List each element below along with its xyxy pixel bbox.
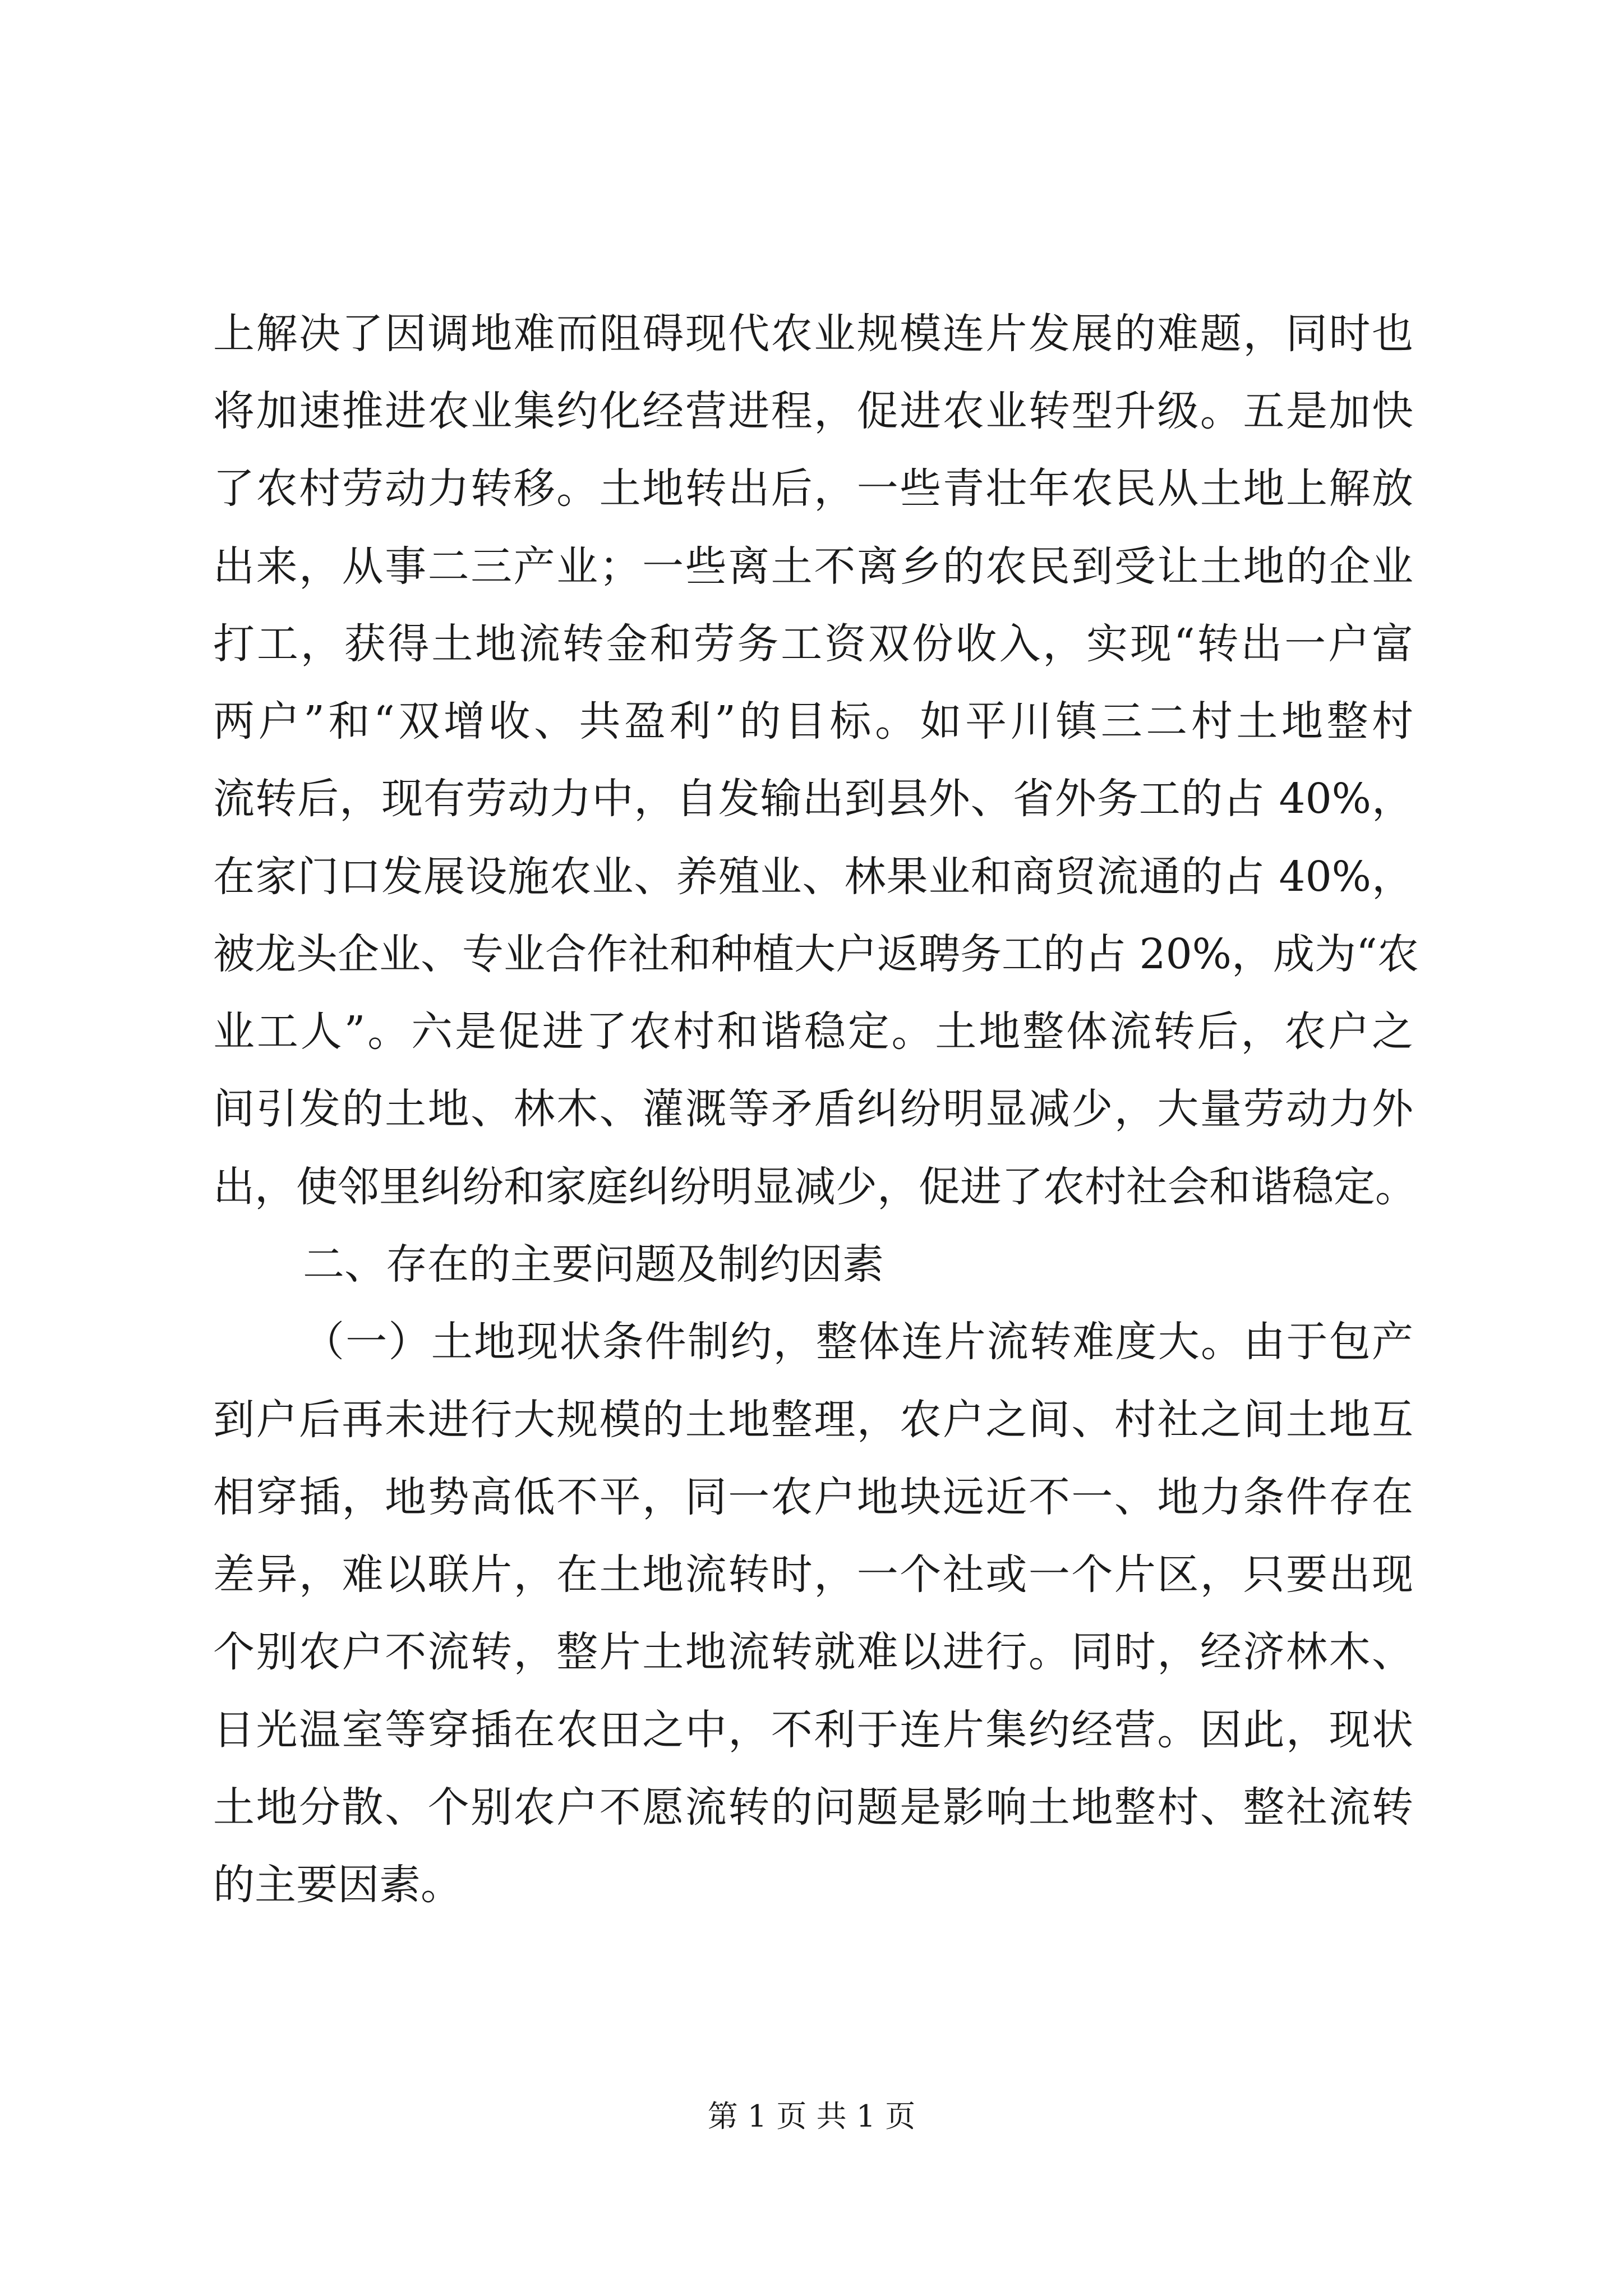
paragraph-line: 将加速推进农业集约化经营进程，促进农业转型升级。五是加快 (213, 387, 1413, 435)
paragraph-line: 上解决了因调地难而阻碍现代农业规模连片发展的难题，同时也 (213, 310, 1413, 358)
paragraph-line: 了农村劳动力转移。土地转出后，一些青壮年农民从土地上解放 (213, 464, 1413, 513)
paragraph-line: 出，使邻里纠纷和家庭纠纷明显减少，促进了农村社会和谐稳定。 (213, 1163, 1417, 1211)
paragraph-line: 相穿插，地势高低不平，同一农户地块远近不一、地力条件存在 (213, 1473, 1413, 1521)
page-footer: 第 1 页 共 1 页 (707, 2099, 916, 2134)
paragraph-line: 间引发的土地、林木、灌溉等矛盾纠纷明显减少，大量劳动力外 (213, 1085, 1413, 1133)
paragraph-line: 出来，从事二三产业；一些离土不离乡的农民到受让土地的企业 (213, 542, 1413, 591)
section-heading: 二、存在的主要问题及制约因素 (303, 1240, 884, 1289)
paragraph-line: 到户后再未进行大规模的土地整理，农户之间、村社之间土地互 (213, 1396, 1413, 1444)
paragraph-line: 差异，难以联片，在土地流转时，一个社或一个片区，只要出现 (213, 1550, 1413, 1599)
paragraph-line: 在家门口发展设施农业、养殖业、林果业和商贸流通的占 40%， (213, 853, 1413, 901)
paragraph-line: 两户”和“双增收、共盈利”的目标。如平川镇三二村土地整村 (213, 697, 1413, 746)
paragraph-line: 业工人”。六是促进了农村和谐稳定。土地整体流转后，农户之 (213, 1007, 1413, 1056)
paragraph-line: 流转后，现有劳动力中，自发输出到县外、省外务工的占 40%， (213, 775, 1413, 823)
paragraph-line: 的主要因素。 (213, 1861, 462, 1909)
paragraph-line: 被龙头企业、专业合作社和种植大户返聘务工的占 20%，成为“农 (213, 930, 1419, 978)
paragraph-line: 个别农户不流转，整片土地流转就难以进行。同时，经济林木、 (213, 1628, 1413, 1676)
paragraph-line: 土地分散、个别农户不愿流转的问题是影响土地整村、整社流转 (213, 1783, 1413, 1832)
paragraph-line: 打工，获得土地流转金和劳务工资双份收入，实现“转出一户富 (213, 620, 1413, 668)
subsection-heading-line: （一）土地现状条件制约，整体连片流转难度大。由于包产 (303, 1318, 1413, 1366)
paragraph-line: 日光温室等穿插在农田之中，不利于连片集约经营。因此，现状 (213, 1706, 1413, 1754)
